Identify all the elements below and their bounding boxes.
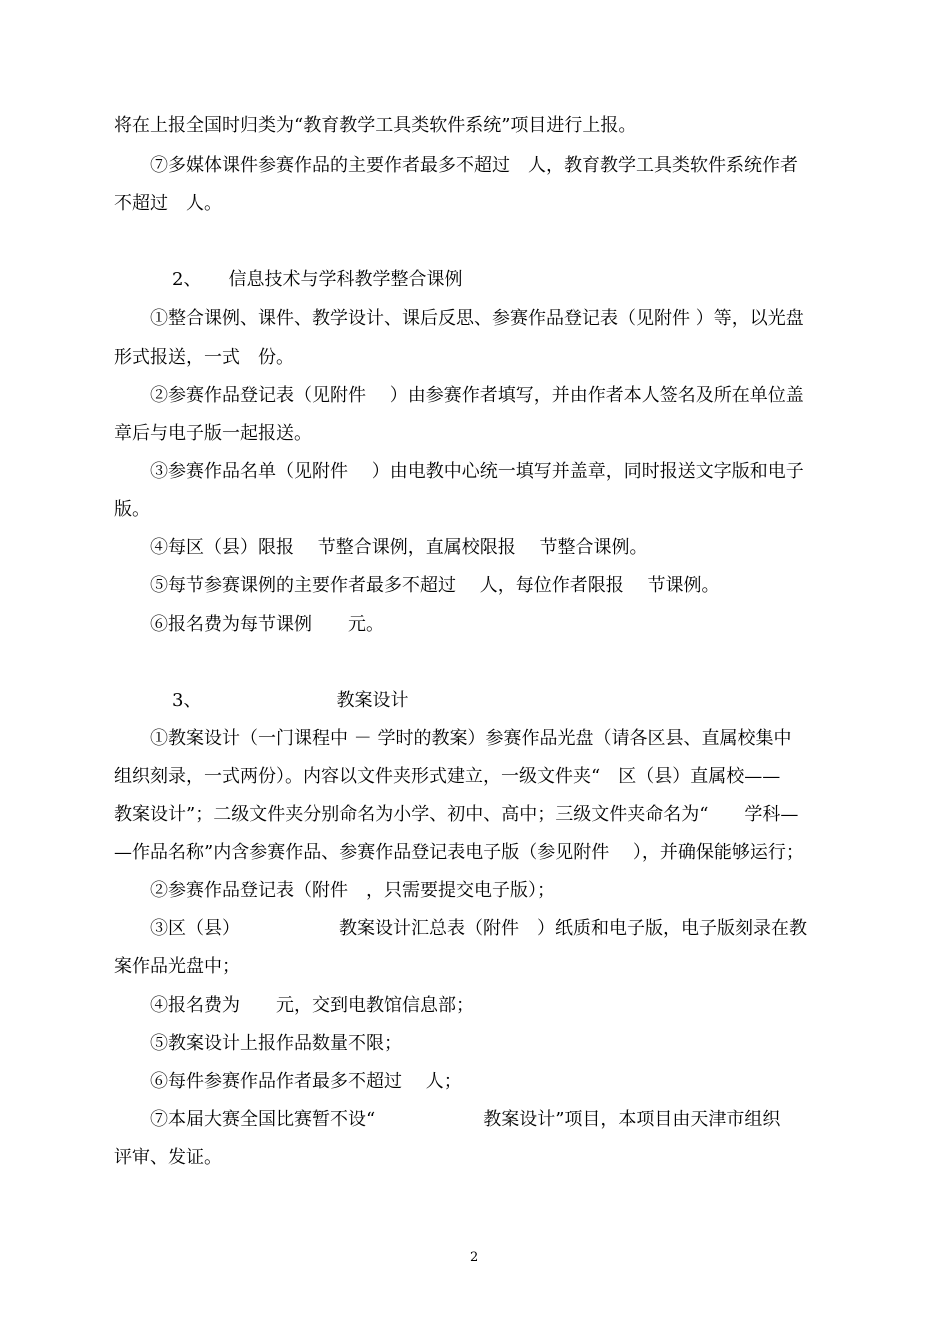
text-line-2: ⑦多媒体课件参赛作品的主要作者最多不超过 人，教育教学工具类软件系统作者 [150,155,798,176]
text-line-9: ③参赛作品名单（见附件 ）由电教中心统一填写并盖章，同时报送文字版和电子 [150,461,804,482]
text-line-15: ①教案设计（一门课程中 － 学时的教案）参赛作品光盘（请各区县、直属校集中 [150,728,792,749]
text-line-17: 教案设计”；二级文件夹分别命名为小学、初中、高中；三级文件夹命名为“ 学科— [114,804,799,825]
text-line-7: ②参赛作品登记表（见附件 ）由参赛作者填写，并由作者本人签名及所在单位盖 [150,385,804,406]
section-heading-2: 2、 信息技术与学科教学整合课例 [172,269,463,290]
text-line-12: ⑤每节参赛课例的主要作者最多不超过 人，每位作者限报 节课例。 [150,575,720,596]
section-heading-3: 3、 教案设计 [172,690,409,711]
text-line-19: ②参赛作品登记表（附件 ，只需要提交电子版）； [150,880,555,901]
text-line-26: 评审、发证。 [114,1147,222,1168]
text-line-20: ③区（县） 教案设计汇总表（附件 ）纸质和电子版，电子版刻录在教 [150,918,807,939]
text-line-8: 章后与电子版一起报送。 [114,423,312,444]
text-line-18: —作品名称”内含参赛作品、参赛作品登记表电子版（参见附件 ），并确保能够运行； [114,842,804,863]
text-line-21: 案作品光盘中； [114,956,240,977]
text-line-24: ⑥每件参赛作品作者最多不超过 人； [150,1071,462,1092]
text-line-6: 形式报送，一式 份。 [114,347,294,368]
text-line-5: ①整合课例、课件、教学设计、课后反思、参赛作品登记表（见附件 ）等，以光盘 [150,308,804,329]
text-line-25: ⑦本届大赛全国比赛暂不设“ 教案设计”项目，本项目由天津市组织 [150,1109,781,1130]
text-line-11: ④每区（县）限报 节整合课例，直属校限报 节整合课例。 [150,537,648,558]
text-line-23: ⑤教案设计上报作品数量不限； [150,1033,402,1054]
page-number: 2 [470,1250,479,1265]
text-line-3: 不超过 人。 [114,193,222,214]
text-line-16: 组织刻录，一式两份）。内容以文件夹形式建立，一级文件夹“ 区（县）直属校—— [114,766,781,787]
text-line-13: ⑥报名费为每节课例 元。 [150,614,384,635]
text-line-22: ④报名费为 元，交到电教馆信息部； [150,995,474,1016]
text-line-1: 将在上报全国时归类为“教育教学工具类软件系统”项目进行上报。 [114,115,637,136]
text-line-10: 版。 [114,499,150,520]
